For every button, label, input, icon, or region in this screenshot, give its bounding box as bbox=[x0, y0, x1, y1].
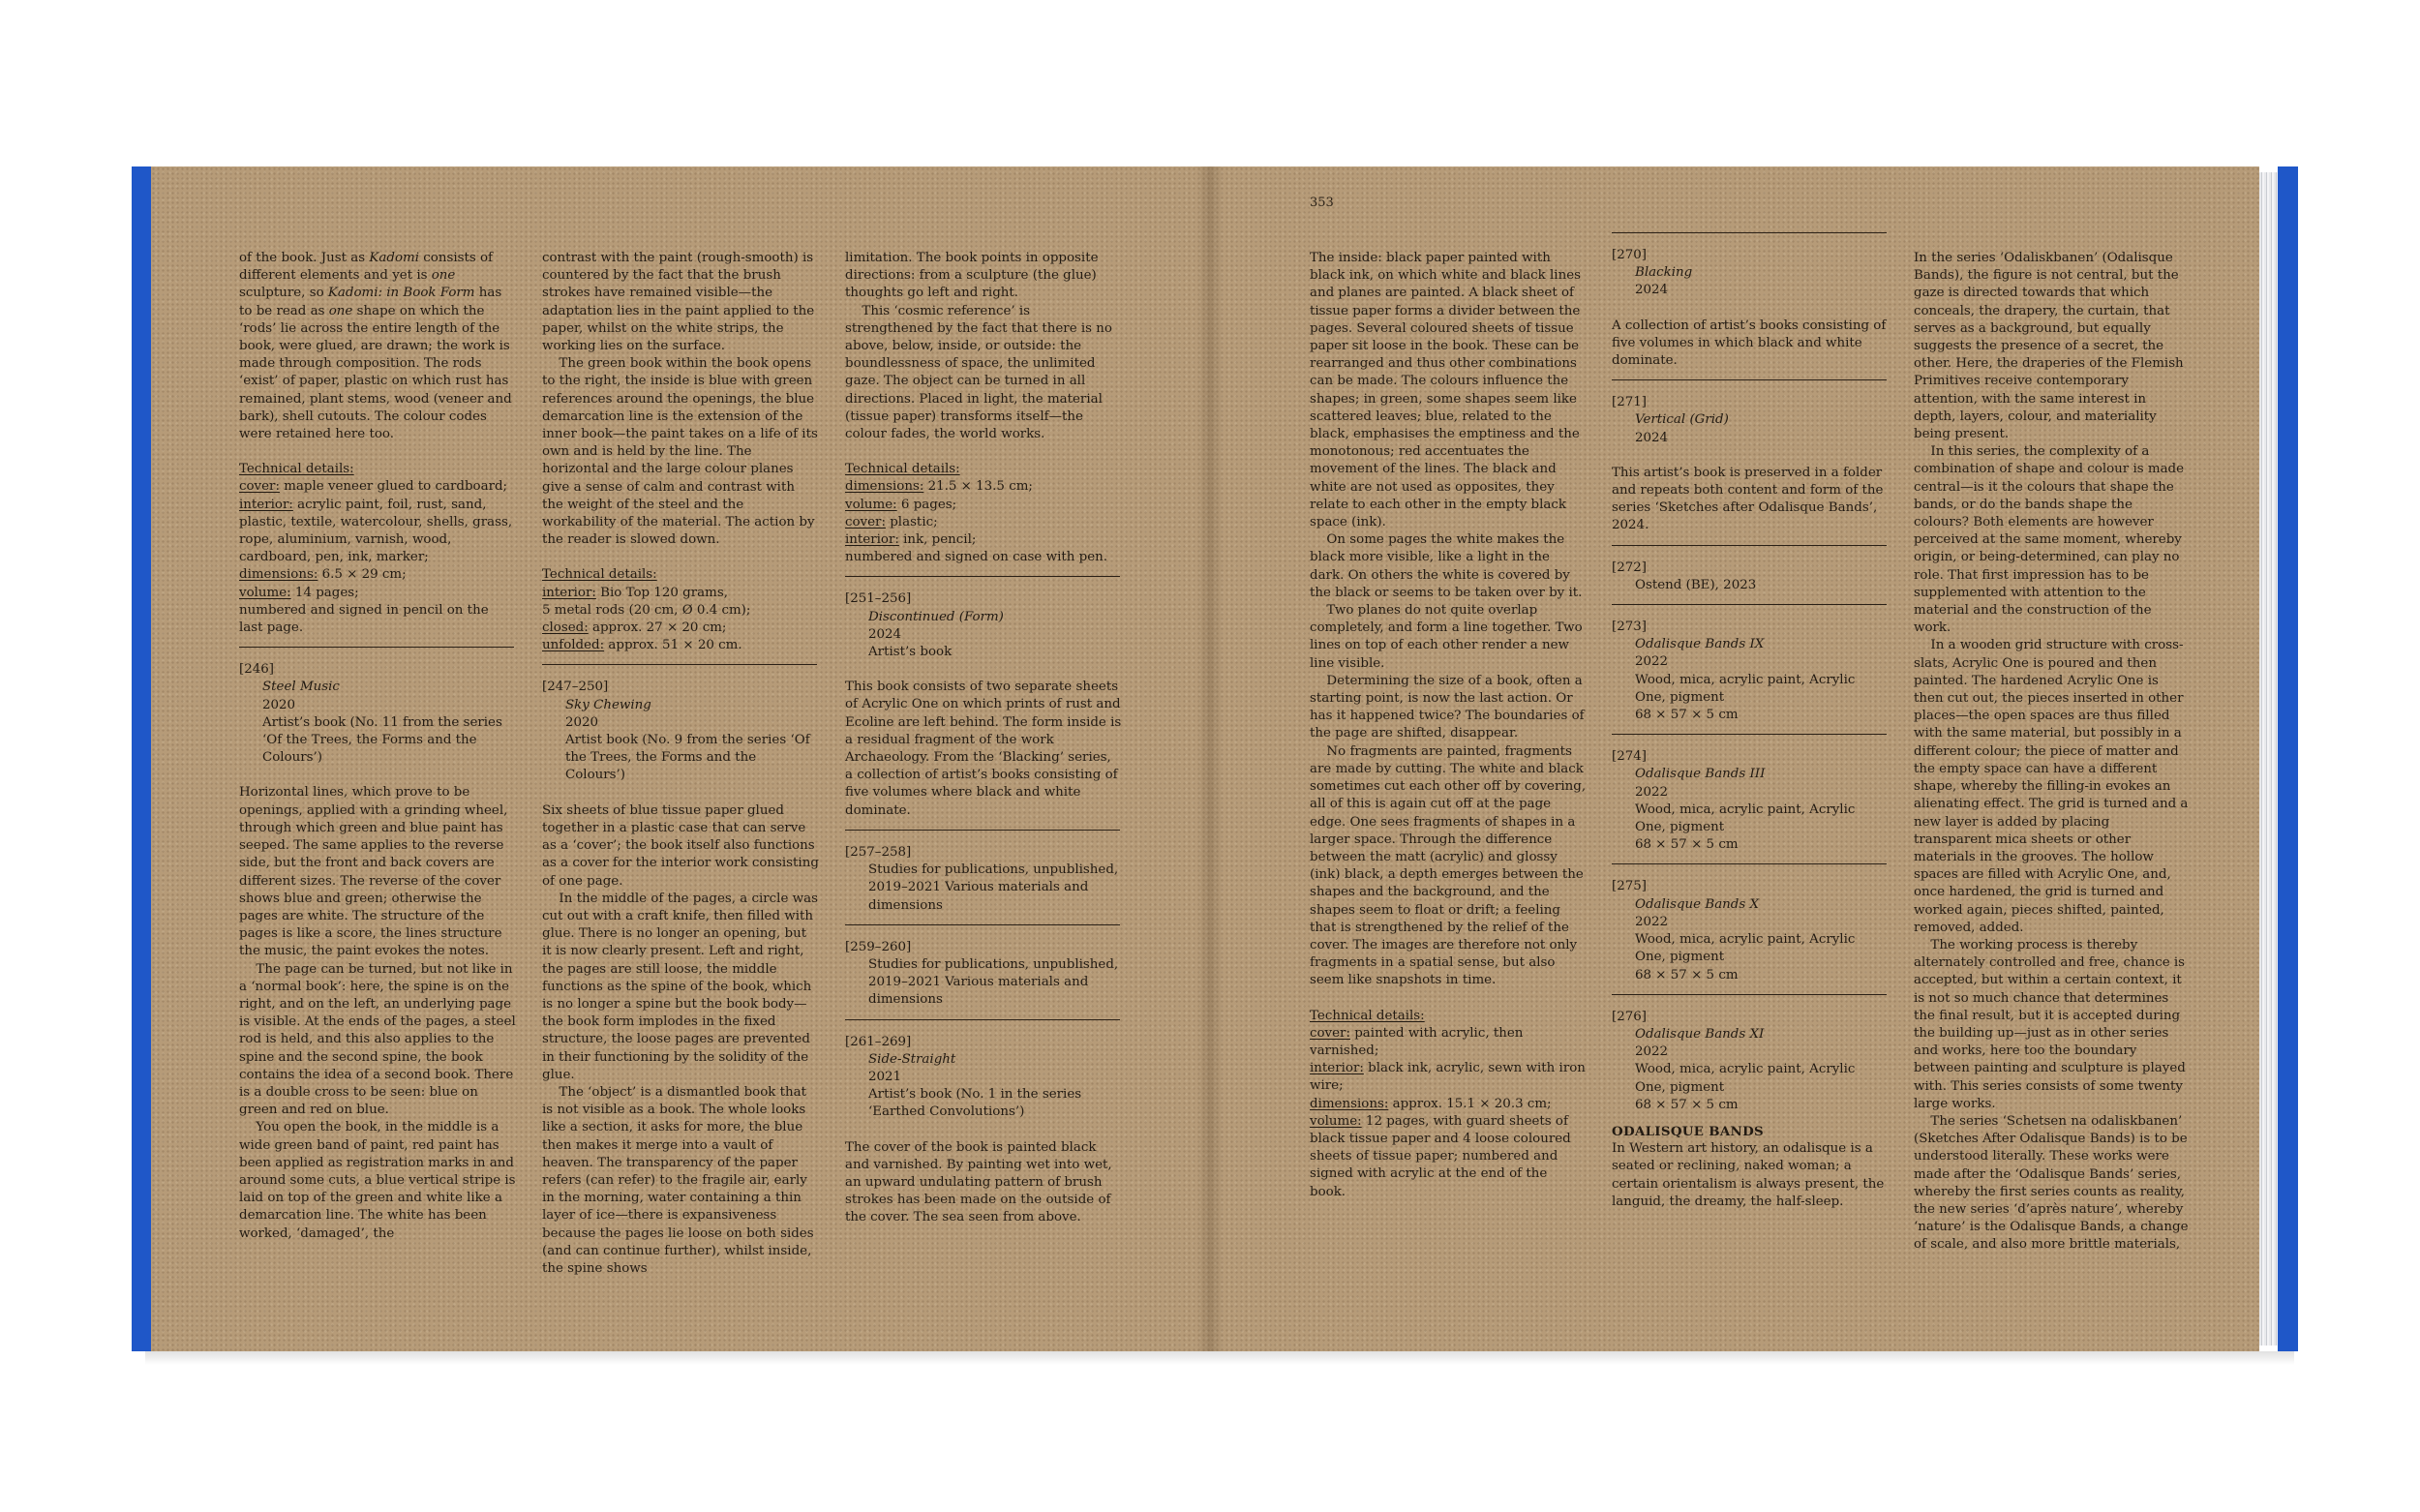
body-paragraph: Determining the size of a book, often a starting point, is now the last action. Or has it happened twice? The boundaries of the page are shifted, disappear. bbox=[1310, 673, 1585, 741]
body-paragraph: Horizontal lines, which prove to be openings, applied with a grinding wheel, through which green and blue paint has seeped. The same applies to the reverse side, but the front and back covers are different sizes. The reverse of the cover shows blue and green; otherwise the pages are white. The structure of the pages is like a score, the lines structure the music, the paint evokes the notes. bbox=[239, 785, 508, 959]
entry-number: [276] bbox=[1612, 1009, 1648, 1024]
body-paragraph: In the series ‘Odaliskbanen’ (Odalisque Bands), the figure is not central, but the gaze is directed towards that which conceals, the drapery, the curtain, that serves as a background, but equally suggests the presence of a secret, the other. Here, the draperies of the Flemish Primitives receive contemporary attention, with the same interest in depth, layers, colour, and materiality being present. bbox=[1914, 251, 2184, 442]
entry-title: Steel Music bbox=[262, 680, 340, 695]
col2-tech-line: closed: approx. 27 × 20 cm; bbox=[542, 620, 727, 636]
entry-desc: Wood, mica, acrylic paint, Acrylic One, pigment bbox=[1635, 672, 1856, 705]
body-paragraph: The ‘object’ is a dismantled book that is not visible as a book. The whole looks like a section, it asks for more, the blue then makes it merge into a vault of heaven. The transparency of the paper refers (can refer) to the fragile air, early in the morning, water containing a thin layer of ice—there is expansiveness because the pages lie loose on both sides (and can continue further), whilst inside, the spine shows bbox=[542, 1084, 814, 1276]
entry-year: 2022 bbox=[1635, 1044, 1669, 1060]
body-paragraph: In this series, the complexity of a combination of shape and colour is made central—is it the colours that shape the bands, or do the bands shape the colours? Both elements are however perceived at the same moment, whereby origin, or being-determined, can play no role. That first impression has to be supplemented with attention to the material and the construction of the work. bbox=[1914, 444, 2185, 636]
col1-tech-line: volume: 14 pages; bbox=[239, 585, 359, 600]
body-paragraph: Two planes do not quite overlap completely, and form a line together. Two lines on top of each other render a new line visible. bbox=[1310, 603, 1583, 671]
entry-desc: Artist’s book bbox=[868, 645, 953, 660]
entry-desc: Artist’s book (No. 1 in the series ‘Earthed Convolutions’) bbox=[868, 1087, 1082, 1120]
divider bbox=[1612, 379, 1887, 380]
entry-number: [257–258] bbox=[845, 844, 912, 860]
entry-desc: Wood, mica, acrylic paint, Acrylic One, pigment bbox=[1635, 932, 1856, 965]
col1-tech-line: numbered and signed in pencil on the last page. bbox=[239, 602, 489, 636]
col1-tech-title: Technical details: bbox=[239, 462, 354, 477]
body-paragraph: limitation. The book points in opposite directions: from a sculpture (the glue) thoughts go left and right. bbox=[845, 251, 1099, 301]
col1-tech-line: cover: maple veneer glued to cardboard; bbox=[239, 479, 508, 495]
entry-desc: Wood, mica, acrylic paint, Acrylic One, pigment bbox=[1635, 801, 1856, 835]
col4-tech-title: Technical details: bbox=[1310, 1008, 1425, 1023]
body-paragraph: This book consists of two separate sheets of Acrylic One on which prints of rust and Ecoline are left behind. The form inside is a residual fragment of the work Archaeology. From the ‘Blacking’ series, a collection of artist’s books consisting of five volumes where black and white dominate. bbox=[845, 680, 1122, 818]
entry-year: 2021 bbox=[868, 1069, 902, 1084]
entry-size: 68 × 57 × 5 cm bbox=[1635, 1097, 1739, 1112]
col4-tech-line: volume: 12 pages, with guard sheets of black tissue paper and 4 loose coloured sheets of tissue paper; numbered and signed with acrylic at the end of the book. bbox=[1310, 1113, 1571, 1199]
entry-year: 2022 bbox=[1635, 914, 1669, 929]
page-edges bbox=[2259, 172, 2279, 1346]
entry-desc: Artist’s book (No. 11 from the series ‘Of the Trees, the Forms and the Colours’) bbox=[262, 714, 502, 766]
book-shadow bbox=[145, 1351, 2294, 1365]
body-paragraph: The green book within the book opens to the right, the inside is blue with green references around the openings, the blue demarcation line is the extension of the inner book—the paint takes on a life of its own and is held by the line. The horizontal and the large colour planes give a sense of calm and contrast with the weight of the steel and the workability of the material. The action by the reader is slowed down. bbox=[542, 356, 818, 548]
entry-number: [271] bbox=[1612, 395, 1648, 410]
divider bbox=[542, 664, 817, 665]
divider bbox=[845, 1019, 1120, 1020]
body-paragraph: This ‘cosmic reference’ is strengthened by the fact that there is no above, below, inside, or outside: the boundlessness of space, the unlimited gaze. The object can be turned in all directions. Placed in light, the material (tissue paper) transforms itself—the colour fades, the world works. bbox=[845, 303, 1112, 442]
col2-tech-title: Technical details: bbox=[542, 567, 657, 583]
body-paragraph: Six sheets of blue tissue paper glued together in a plastic case that can serve as a ‘cover’; the book itself also functions as a cover for the interior work consisting of one page. bbox=[542, 802, 819, 889]
entry-number: [246] bbox=[239, 662, 275, 678]
entry-year: 2024 bbox=[868, 626, 902, 642]
column-1 bbox=[239, 250, 516, 1243]
col3-tech-line: volume: 6 pages; bbox=[845, 497, 957, 512]
column-3 bbox=[845, 250, 1122, 1227]
divider bbox=[845, 830, 1120, 831]
entry-desc: Wood, mica, acrylic paint, Acrylic One, pigment bbox=[1635, 1062, 1856, 1095]
entry-title: Sky Chewing bbox=[565, 697, 651, 712]
entry-number: [247–250] bbox=[542, 680, 609, 695]
body-paragraph: contrast with the paint (rough-smooth) is countered by the fact that the brush strokes have remained visible—the adaptation lies in the paint applied to the paper, whilst on the white strips, the working lies on the surface. bbox=[542, 251, 815, 354]
page-number: 353 bbox=[1310, 196, 1334, 210]
entry-year: 2020 bbox=[262, 697, 296, 712]
entry-title: Side-Straight bbox=[868, 1051, 956, 1067]
left-cover-edge bbox=[132, 166, 151, 1351]
entry-desc: Studies for publications, unpublished, 2019–2021 Various materials and dimensions bbox=[868, 956, 1119, 1008]
col3-tech-line: dimensions: 21.5 × 13.5 cm; bbox=[845, 479, 1033, 495]
body-paragraph: The working process is thereby alternately controlled and free, chance is accepted, but within a certain context, it is not so much chance that determines the final result, but it is accepted during the building up—just as in other series and works, here too the boundary between painting and sculpture is played with. This series consists of some twenty large works. bbox=[1914, 937, 2186, 1111]
entry-title: Odalisque Bands III bbox=[1635, 767, 1766, 782]
column-5 bbox=[1612, 225, 1889, 1211]
divider bbox=[845, 924, 1120, 925]
col4-tech-line: interior: black ink, acrylic, sewn with iron wire; bbox=[1310, 1061, 1586, 1094]
body-paragraph: The series ‘Schetsen na odaliskbanen’ (Sketches After Odalisque Bands) is to be understood literally. These works were made after the ‘Odalisque Bands’ series, whereby the first series counts as reality, the new series ‘d’après nature’, whereby ‘nature’ is the Odalisque Bands, a change of scale, and also more brittle materials, bbox=[1914, 1113, 2189, 1253]
col1-tech-line: dimensions: 6.5 × 29 cm; bbox=[239, 567, 407, 583]
column-4 bbox=[1310, 250, 1587, 1201]
section-heading: ODALISQUE BANDS bbox=[1612, 1123, 1764, 1139]
entry-title: Odalisque Bands IX bbox=[1635, 637, 1765, 652]
divider bbox=[1612, 734, 1887, 735]
entry-number: [270] bbox=[1612, 248, 1648, 262]
entry-size: 68 × 57 × 5 cm bbox=[1635, 837, 1739, 853]
entry-title: Odalisque Bands X bbox=[1635, 896, 1760, 912]
entry-title: Discontinued (Form) bbox=[868, 609, 1004, 624]
divider bbox=[1612, 604, 1887, 605]
col3-tech-line: cover: plastic; bbox=[845, 514, 938, 529]
entry-number: [272] bbox=[1612, 559, 1648, 575]
col2-tech-line: unfolded: approx. 51 × 20 cm. bbox=[542, 638, 742, 653]
body-paragraph: In the middle of the pages, a circle was cut out with a craft knife, then filled with glue. There is no longer an opening, but it is now clearly present. Left and right, the pages are still loose, the middle functions as the spine of the book, which is no longer a spine but the book body—the book form implodes in the fixed structure, the loose pages are prevented in their functioning by the solidity of the glue. bbox=[542, 891, 818, 1082]
divider bbox=[1612, 232, 1887, 233]
col1-tech-line: interior: acrylic paint, foil, rust, sand, plastic, textile, watercolour, shells, grass, rope, aluminium, varnish, wood, cardboard, pen, ink, marker; bbox=[239, 497, 513, 565]
column-6 bbox=[1914, 250, 2191, 1255]
book-gutter bbox=[1196, 166, 1224, 1351]
col3-tech-title: Technical details: bbox=[845, 462, 960, 477]
entry-title: Odalisque Bands XI bbox=[1635, 1026, 1765, 1042]
body-paragraph: A collection of artist’s books consisting of five volumes in which black and white dominate. bbox=[1612, 318, 1887, 369]
col3-tech-line: numbered and signed on case with pen. bbox=[845, 550, 1107, 565]
entry-size: 68 × 57 × 5 cm bbox=[1635, 967, 1739, 983]
body-paragraph: The inside: black paper painted with black ink, on which white and black lines and planes are painted. A black sheet of tissue paper forms a divider between the pages. Several coloured sheets of tissue paper sit loose in the book. These can be rearranged and thus other combinations can be made. The colours influence the shapes; in green, some shapes seem like scattered leaves; blue, related to the black, emphasises the emptiness and the monotonous; red accentuates the movement of the lines. The black and white are not used as opposites, they relate to each other in the empty black space (ink). bbox=[1310, 251, 1581, 530]
body-paragraph: You open the book, in the middle is a wide green band of paint, red paint has been applied as registration marks in and around some cuts, a blue vertical stripe is laid on top of the green and white like a demarcation line. The white has been worked, ‘damaged’, the bbox=[239, 1120, 516, 1241]
col2-tech-line: 5 metal rods (20 cm, Ø 0.4 cm); bbox=[542, 602, 751, 618]
entry-number: [261–269] bbox=[845, 1034, 912, 1049]
entry-size: 68 × 57 × 5 cm bbox=[1635, 708, 1739, 723]
column-2 bbox=[542, 250, 819, 1278]
divider bbox=[239, 647, 514, 648]
entry-desc: Ostend (BE), 2023 bbox=[1635, 577, 1757, 592]
col1-intro: of the book. Just as Kadomi consists of different elements and yet is one sculpture, so Kadomi: in Book Form has to be read as one shape on which the ‘rods’ lie across the entire length of the book, were glued, are drawn; the work is made through composition. The rods ‘exist’ of paper, plastic on which rust has remained, plant stems, wood (veneer and bark), shell cutouts. The colour codes were retained here too. bbox=[239, 251, 512, 442]
entry-desc: Studies for publications, unpublished, 2019–2021 Various materials and dimensions bbox=[868, 862, 1119, 913]
entry-year: 2020 bbox=[565, 714, 599, 730]
body-paragraph: The page can be turned, but not like in a ‘normal book’: here, the spine is on the right, and on the left, an underlying page is visible. At the ends of the pages, a steel rod is held, and this also applies to the spine and the second spine, the book contains the idea of a second book. There is a double cross to be seen: blue on green and red on blue. bbox=[239, 961, 516, 1118]
divider bbox=[1612, 994, 1887, 995]
body-paragraph: In a wooden grid structure with cross-slats, Acrylic One is poured and then painted. The hardened Acrylic One is then cut out, the pieces inserted in other places—the open spaces are thus filled with the same material, but possibly in a different colour; the piece of matter and the empty space can have a different shape, whereby the filling-in evokes an alienating effect. The grid is turned and a new layer is added by placing transparent mica sheets or other materials in the grooves. The hollow spaces are filled with Acrylic One, and, once hardened, the grid is turned and worked again, pieces shifted, painted, removed, added. bbox=[1914, 638, 2189, 935]
entry-year: 2024 bbox=[1635, 283, 1669, 298]
entry-number: [273] bbox=[1612, 620, 1648, 635]
entry-year: 2022 bbox=[1635, 654, 1669, 670]
col4-tech-line: cover: painted with acrylic, then varnished; bbox=[1310, 1025, 1524, 1058]
entry-year: 2022 bbox=[1635, 784, 1669, 800]
entry-number: [274] bbox=[1612, 749, 1648, 765]
entry-number: [275] bbox=[1612, 879, 1648, 894]
divider bbox=[1612, 545, 1887, 546]
body-paragraph: No fragments are painted, fragments are made by cutting. The white and black sometimes cut each other off by covering, all of this is again cut off at the page edge. One sees fragments of shapes in a larger space. Through the difference between the matt (acrylic) and glossy (ink) black, a depth emerges between the shapes and the background, and the shapes seem to float or drift; a feeling that is strengthened by the relief of the cover. The images are therefore not only fragments in a spatial sense, but also seem like snapshots in time. bbox=[1310, 743, 1587, 988]
entry-number: [259–260] bbox=[845, 939, 912, 954]
divider bbox=[845, 576, 1120, 577]
col2-tech-line: interior: Bio Top 120 grams, bbox=[542, 585, 728, 600]
divider bbox=[1612, 863, 1887, 864]
body-paragraph: This artist’s book is preserved in a folder and repeats both content and form of the series ‘Sketches after Odalisque Bands’, 2024. bbox=[1612, 465, 1884, 533]
body-paragraph: In Western art history, an odalisque is a seated or reclining, naked woman; a certain orientalism is always present, the languid, the dreamy, the half-sleep. bbox=[1612, 1141, 1885, 1209]
entry-desc: Artist book (No. 9 from the series ‘Of the Trees, the Forms and the Colours’) bbox=[565, 733, 810, 783]
col3-tech-line: interior: ink, pencil; bbox=[845, 532, 977, 548]
body-paragraph: On some pages the white makes the black more visible, like a light in the dark. On others the white is covered by the black or seems to be taken over by it. bbox=[1310, 532, 1583, 600]
entry-year: 2024 bbox=[1635, 430, 1669, 445]
entry-title: Blacking bbox=[1635, 265, 1693, 281]
right-cover-edge bbox=[2278, 166, 2298, 1351]
entry-number: [251–256] bbox=[845, 591, 912, 607]
col4-tech-line: dimensions: approx. 15.1 × 20.3 cm; bbox=[1310, 1096, 1552, 1111]
entry-title: Vertical (Grid) bbox=[1635, 412, 1729, 428]
body-paragraph: The cover of the book is painted black and varnished. By painting wet into wet, an upward undulating pattern of brush strokes has been made on the outside of the cover. The sea seen from above. bbox=[845, 1139, 1112, 1225]
